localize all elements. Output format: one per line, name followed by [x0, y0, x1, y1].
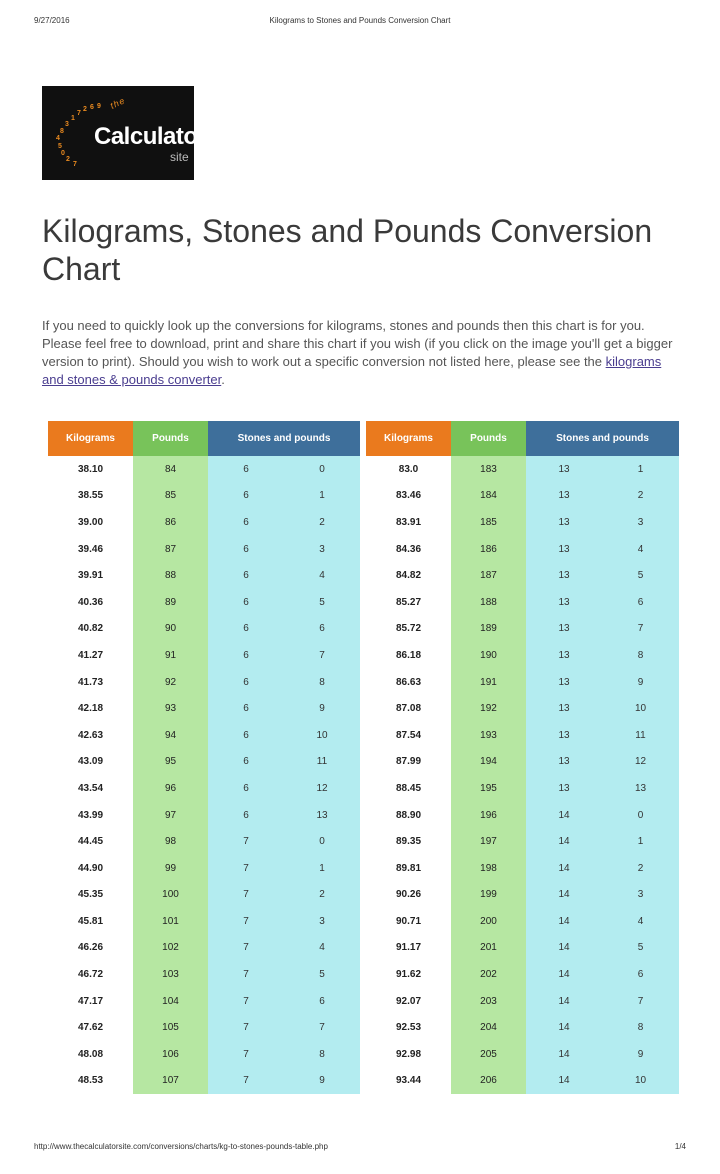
table-row — [48, 536, 679, 563]
remainder-pounds-cell: 4 — [602, 908, 679, 935]
kilograms-cell: 87.54 — [366, 722, 451, 749]
remainder-pounds-cell: 1 — [602, 828, 679, 855]
kilograms-cell: 40.82 — [48, 616, 133, 643]
kilograms-cell: 87.08 — [366, 695, 451, 722]
stones-cell: 14 — [526, 828, 602, 855]
remainder-pounds-cell: 3 — [284, 908, 360, 935]
pounds-cell: 88 — [133, 562, 208, 589]
kilograms-cell: 89.35 — [366, 828, 451, 855]
pounds-cell: 204 — [451, 1014, 526, 1041]
table-row — [48, 1014, 679, 1041]
kilograms-cell: 88.90 — [366, 802, 451, 829]
kilograms-cell: 84.82 — [366, 562, 451, 589]
pounds-cell: 192 — [451, 695, 526, 722]
pounds-cell: 195 — [451, 775, 526, 802]
remainder-pounds-cell: 8 — [602, 642, 679, 669]
kilograms-cell: 43.09 — [48, 749, 133, 776]
print-url: http://www.thecalculatorsite.com/conversions/charts/kg-to-stones-pounds-table.php — [34, 1142, 328, 1151]
table-row — [48, 722, 679, 749]
kilograms-cell: 43.54 — [48, 775, 133, 802]
print-doc-title: Kilograms to Stones and Pounds Conversion Chart — [269, 16, 451, 25]
kilograms-cell: 38.10 — [48, 456, 133, 483]
pounds-cell: 196 — [451, 802, 526, 829]
table-header-row — [48, 421, 679, 456]
kilograms-cell: 40.36 — [48, 589, 133, 616]
remainder-pounds-cell: 4 — [602, 536, 679, 563]
kilograms-cell: 90.71 — [366, 908, 451, 935]
stones-cell: 14 — [526, 855, 602, 882]
table-body — [48, 456, 679, 1094]
stones-cell: 13 — [526, 616, 602, 643]
remainder-pounds-cell: 1 — [602, 456, 679, 483]
stones-cell: 6 — [208, 802, 284, 829]
stones-cell: 7 — [208, 961, 284, 988]
pounds-cell: 197 — [451, 828, 526, 855]
svg-text:5: 5 — [58, 143, 62, 150]
remainder-pounds-cell: 11 — [284, 749, 360, 776]
remainder-pounds-cell: 9 — [602, 1041, 679, 1068]
header-stones-pounds: Stones and pounds — [208, 421, 360, 456]
remainder-pounds-cell: 12 — [284, 775, 360, 802]
intro-end: . — [221, 372, 225, 387]
stones-cell: 13 — [526, 509, 602, 536]
pounds-cell: 201 — [451, 935, 526, 962]
remainder-pounds-cell: 3 — [602, 882, 679, 909]
pounds-cell: 98 — [133, 828, 208, 855]
remainder-pounds-cell: 8 — [284, 1041, 360, 1068]
svg-text:7: 7 — [77, 110, 81, 117]
table-row — [48, 562, 679, 589]
kilograms-cell: 89.81 — [366, 855, 451, 882]
table-row — [48, 695, 679, 722]
table-row — [48, 456, 679, 483]
kilograms-cell: 83.46 — [366, 483, 451, 510]
remainder-pounds-cell: 12 — [602, 749, 679, 776]
remainder-pounds-cell: 5 — [602, 562, 679, 589]
svg-text:3: 3 — [65, 121, 69, 128]
stones-cell: 7 — [208, 1041, 284, 1068]
table-row — [48, 749, 679, 776]
pounds-cell: 106 — [133, 1041, 208, 1068]
remainder-pounds-cell: 4 — [284, 562, 360, 589]
kilograms-cell: 44.45 — [48, 828, 133, 855]
table-row — [48, 935, 679, 962]
stones-cell: 7 — [208, 855, 284, 882]
stones-cell: 6 — [208, 483, 284, 510]
conversion-table — [48, 421, 679, 1094]
header-kilograms-2: Kilograms — [366, 421, 451, 456]
kilograms-cell: 45.35 — [48, 882, 133, 909]
table-row — [48, 483, 679, 510]
pounds-cell: 103 — [133, 961, 208, 988]
remainder-pounds-cell: 7 — [602, 616, 679, 643]
intro-text: If you need to quickly look up the conversions for kilograms, stones and pounds then this chart is for you. Please feel free to download, print and share this chart if you wish (if you click on the image you'll get a bigger version to print). Should you wish to work out a specific conversion not listed here, please see the — [42, 318, 673, 369]
stones-cell: 13 — [526, 695, 602, 722]
table-row — [48, 509, 679, 536]
stones-cell: 7 — [208, 988, 284, 1015]
pounds-cell: 194 — [451, 749, 526, 776]
stones-cell: 6 — [208, 749, 284, 776]
pounds-cell: 203 — [451, 988, 526, 1015]
remainder-pounds-cell: 5 — [284, 961, 360, 988]
pounds-cell: 205 — [451, 1041, 526, 1068]
stones-cell: 14 — [526, 1014, 602, 1041]
stones-cell: 14 — [526, 882, 602, 909]
kilograms-cell: 93.44 — [366, 1068, 451, 1095]
kilograms-cell: 48.53 — [48, 1068, 133, 1095]
converter-link[interactable]: kilograms and stones & pounds converter — [42, 354, 662, 387]
pounds-cell: 193 — [451, 722, 526, 749]
table-row — [48, 802, 679, 829]
stones-cell: 6 — [208, 642, 284, 669]
kilograms-cell: 86.63 — [366, 669, 451, 696]
kilograms-cell: 39.91 — [48, 562, 133, 589]
header-stones-pounds-2: Stones and pounds — [526, 421, 679, 456]
table-row — [48, 961, 679, 988]
pounds-cell: 189 — [451, 616, 526, 643]
kilograms-cell: 47.17 — [48, 988, 133, 1015]
stones-cell: 6 — [208, 509, 284, 536]
remainder-pounds-cell: 7 — [602, 988, 679, 1015]
table-row — [48, 988, 679, 1015]
pounds-cell: 202 — [451, 961, 526, 988]
svg-text:7: 7 — [73, 161, 77, 168]
remainder-pounds-cell: 6 — [284, 988, 360, 1015]
remainder-pounds-cell: 0 — [602, 802, 679, 829]
table-row — [48, 828, 679, 855]
remainder-pounds-cell: 5 — [602, 935, 679, 962]
stones-cell: 6 — [208, 669, 284, 696]
kilograms-cell: 91.62 — [366, 961, 451, 988]
stones-cell: 14 — [526, 988, 602, 1015]
remainder-pounds-cell: 8 — [284, 669, 360, 696]
kilograms-cell: 85.72 — [366, 616, 451, 643]
remainder-pounds-cell: 4 — [284, 935, 360, 962]
remainder-pounds-cell: 9 — [602, 669, 679, 696]
stones-cell: 6 — [208, 775, 284, 802]
table-row — [48, 882, 679, 909]
stones-cell: 7 — [208, 908, 284, 935]
remainder-pounds-cell: 2 — [284, 882, 360, 909]
svg-text:4: 4 — [56, 135, 60, 142]
pounds-cell: 86 — [133, 509, 208, 536]
pounds-cell: 87 — [133, 536, 208, 563]
kilograms-cell: 46.26 — [48, 935, 133, 962]
stones-cell: 7 — [208, 1014, 284, 1041]
pounds-cell: 191 — [451, 669, 526, 696]
pounds-cell: 84 — [133, 456, 208, 483]
remainder-pounds-cell: 8 — [602, 1014, 679, 1041]
kilograms-cell: 87.99 — [366, 749, 451, 776]
stones-cell: 14 — [526, 961, 602, 988]
stones-cell: 13 — [526, 722, 602, 749]
header-kilograms: Kilograms — [48, 421, 133, 456]
remainder-pounds-cell: 10 — [284, 722, 360, 749]
stones-cell: 14 — [526, 935, 602, 962]
header-pounds: Pounds — [133, 421, 208, 456]
pounds-cell: 93 — [133, 695, 208, 722]
logo-prefix: the — [108, 95, 127, 111]
table-row — [48, 669, 679, 696]
pounds-cell: 188 — [451, 589, 526, 616]
stones-cell: 13 — [526, 536, 602, 563]
kilograms-cell: 84.36 — [366, 536, 451, 563]
pounds-cell: 92 — [133, 669, 208, 696]
header-pounds-2: Pounds — [451, 421, 526, 456]
kilograms-cell: 85.27 — [366, 589, 451, 616]
kilograms-cell: 42.63 — [48, 722, 133, 749]
kilograms-cell: 92.07 — [366, 988, 451, 1015]
stones-cell: 13 — [526, 562, 602, 589]
stones-cell: 7 — [208, 1068, 284, 1095]
pounds-cell: 183 — [451, 456, 526, 483]
table-row — [48, 642, 679, 669]
remainder-pounds-cell: 7 — [284, 642, 360, 669]
kilograms-cell: 38.55 — [48, 483, 133, 510]
pounds-cell: 200 — [451, 908, 526, 935]
logo-suffix: site — [170, 150, 189, 164]
pounds-cell: 85 — [133, 483, 208, 510]
stones-cell: 6 — [208, 695, 284, 722]
site-logo[interactable] — [42, 86, 207, 180]
remainder-pounds-cell: 9 — [284, 695, 360, 722]
pounds-cell: 186 — [451, 536, 526, 563]
pounds-cell: 99 — [133, 855, 208, 882]
remainder-pounds-cell: 13 — [602, 775, 679, 802]
table-row — [48, 589, 679, 616]
stones-cell: 6 — [208, 616, 284, 643]
remainder-pounds-cell: 6 — [284, 616, 360, 643]
table-row — [48, 616, 679, 643]
intro-paragraph — [42, 317, 678, 389]
kilograms-cell: 90.26 — [366, 882, 451, 909]
stones-cell: 14 — [526, 1068, 602, 1095]
pounds-cell: 91 — [133, 642, 208, 669]
pounds-cell: 95 — [133, 749, 208, 776]
stones-cell: 6 — [208, 562, 284, 589]
pounds-cell: 94 — [133, 722, 208, 749]
kilograms-cell: 39.46 — [48, 536, 133, 563]
stones-cell: 7 — [208, 935, 284, 962]
remainder-pounds-cell: 5 — [284, 589, 360, 616]
remainder-pounds-cell: 10 — [602, 695, 679, 722]
kilograms-cell: 92.53 — [366, 1014, 451, 1041]
print-footer — [34, 1142, 686, 1156]
kilograms-cell: 86.18 — [366, 642, 451, 669]
stones-cell: 13 — [526, 456, 602, 483]
pounds-cell: 90 — [133, 616, 208, 643]
pounds-cell: 198 — [451, 855, 526, 882]
stones-cell: 6 — [208, 536, 284, 563]
remainder-pounds-cell: 2 — [602, 483, 679, 510]
kilograms-cell: 48.08 — [48, 1041, 133, 1068]
svg-text:2: 2 — [66, 156, 70, 163]
table-row — [48, 775, 679, 802]
pounds-cell: 184 — [451, 483, 526, 510]
kilograms-cell: 39.00 — [48, 509, 133, 536]
pounds-cell: 96 — [133, 775, 208, 802]
table-row — [48, 1068, 679, 1095]
pounds-cell: 97 — [133, 802, 208, 829]
stones-cell: 7 — [208, 828, 284, 855]
remainder-pounds-cell: 3 — [284, 536, 360, 563]
stones-cell: 7 — [208, 882, 284, 909]
stones-cell: 13 — [526, 642, 602, 669]
stones-cell: 13 — [526, 669, 602, 696]
stones-cell: 14 — [526, 1041, 602, 1068]
svg-text:8: 8 — [60, 128, 64, 135]
svg-text:2: 2 — [83, 106, 87, 113]
pounds-cell: 187 — [451, 562, 526, 589]
remainder-pounds-cell: 13 — [284, 802, 360, 829]
stones-cell: 14 — [526, 908, 602, 935]
svg-text:6: 6 — [90, 104, 94, 111]
stones-cell: 13 — [526, 749, 602, 776]
pounds-cell: 100 — [133, 882, 208, 909]
kilograms-cell: 92.98 — [366, 1041, 451, 1068]
kilograms-cell: 88.45 — [366, 775, 451, 802]
kilograms-cell: 91.17 — [366, 935, 451, 962]
pounds-cell: 206 — [451, 1068, 526, 1095]
print-page-number: 1/4 — [674, 1142, 686, 1151]
remainder-pounds-cell: 6 — [602, 961, 679, 988]
pounds-cell: 102 — [133, 935, 208, 962]
remainder-pounds-cell: 1 — [284, 483, 360, 510]
remainder-pounds-cell: 2 — [284, 509, 360, 536]
stones-cell: 13 — [526, 483, 602, 510]
remainder-pounds-cell: 9 — [284, 1068, 360, 1095]
stones-cell: 13 — [526, 589, 602, 616]
remainder-pounds-cell: 2 — [602, 855, 679, 882]
kilograms-cell: 41.73 — [48, 669, 133, 696]
pounds-cell: 105 — [133, 1014, 208, 1041]
kilograms-cell: 42.18 — [48, 695, 133, 722]
kilograms-cell: 46.72 — [48, 961, 133, 988]
print-date: 9/27/2016 — [34, 16, 70, 25]
table-row — [48, 1041, 679, 1068]
remainder-pounds-cell: 10 — [602, 1068, 679, 1095]
pounds-cell: 190 — [451, 642, 526, 669]
pounds-cell: 107 — [133, 1068, 208, 1095]
svg-text:9: 9 — [97, 103, 101, 110]
stones-cell: 6 — [208, 722, 284, 749]
kilograms-cell: 83.91 — [366, 509, 451, 536]
svg-text:1: 1 — [71, 115, 75, 122]
remainder-pounds-cell: 3 — [602, 509, 679, 536]
page-title: Kilograms, Stones and Pounds Conversion Chart — [42, 213, 653, 287]
remainder-pounds-cell: 11 — [602, 722, 679, 749]
kilograms-cell: 43.99 — [48, 802, 133, 829]
remainder-pounds-cell: 7 — [284, 1014, 360, 1041]
svg-text:0: 0 — [61, 150, 65, 157]
stones-cell: 6 — [208, 589, 284, 616]
stones-cell: 6 — [208, 456, 284, 483]
pounds-cell: 185 — [451, 509, 526, 536]
pounds-cell: 89 — [133, 589, 208, 616]
kilograms-cell: 83.0 — [366, 456, 451, 483]
pounds-cell: 104 — [133, 988, 208, 1015]
kilograms-cell: 47.62 — [48, 1014, 133, 1041]
kilograms-cell: 44.90 — [48, 855, 133, 882]
kilograms-cell: 45.81 — [48, 908, 133, 935]
remainder-pounds-cell: 0 — [284, 828, 360, 855]
table-row — [48, 855, 679, 882]
kilograms-cell: 41.27 — [48, 642, 133, 669]
remainder-pounds-cell: 6 — [602, 589, 679, 616]
stones-cell: 13 — [526, 775, 602, 802]
remainder-pounds-cell: 1 — [284, 855, 360, 882]
pounds-cell: 199 — [451, 882, 526, 909]
pounds-cell: 101 — [133, 908, 208, 935]
logo-wordmark: Calculator — [94, 123, 207, 150]
remainder-pounds-cell: 0 — [284, 456, 360, 483]
print-header — [34, 16, 686, 32]
table-row — [48, 908, 679, 935]
stones-cell: 14 — [526, 802, 602, 829]
